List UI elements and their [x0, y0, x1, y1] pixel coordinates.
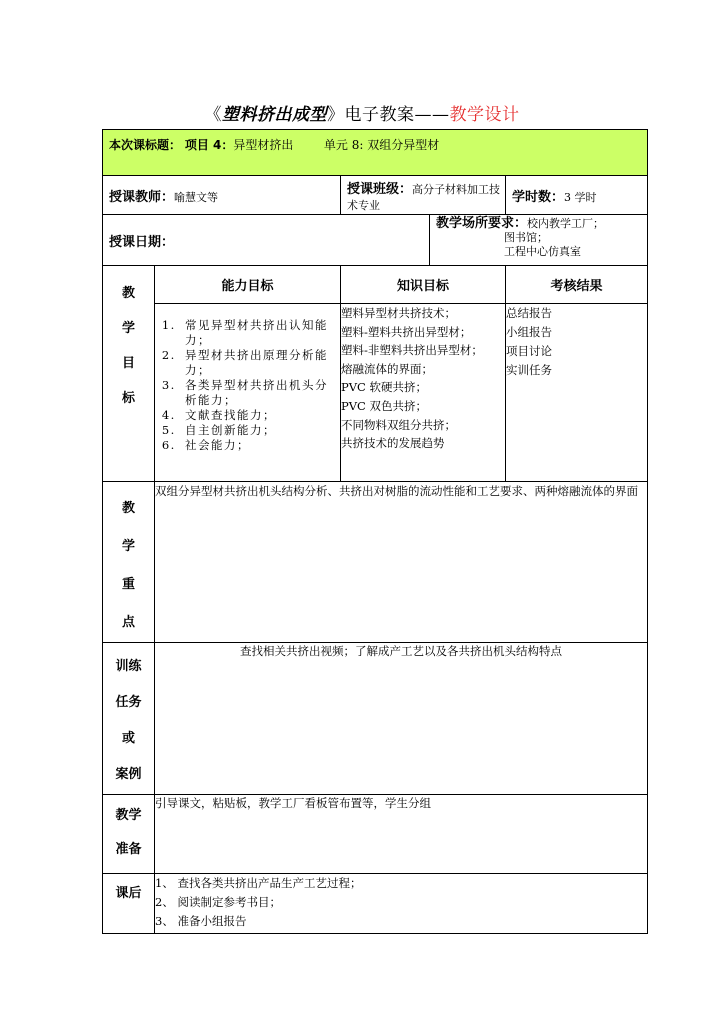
title-highlight: 教学设计: [449, 105, 520, 125]
knowledge-item: 不同物料双组分共挤；: [341, 417, 456, 432]
knowledge-item: PVC 软硬共挤；: [341, 380, 427, 395]
title-book-name: 塑料挤出成型: [222, 105, 327, 125]
knowledge-header: 知识目标: [341, 266, 506, 304]
teacher-row: [103, 176, 648, 215]
teacher-cell: [103, 176, 341, 215]
assessment-item: 总结报告: [506, 306, 552, 320]
unit-label: 单元 8:: [323, 138, 364, 152]
title-suffix: 》电子教案——: [327, 105, 450, 125]
side-label-part: 或: [121, 731, 135, 746]
after-class-row: [103, 874, 648, 934]
knowledge-item: 塑料异型材共挤技术；: [341, 306, 456, 320]
after-class-side-label: 课后: [103, 874, 155, 934]
hours-value: 3 学时: [564, 190, 597, 204]
hours-label: 学时数：: [512, 189, 565, 205]
side-char: 标: [121, 391, 135, 406]
side-char: 教: [121, 501, 135, 516]
knowledge-item: 塑料-非塑料共挤出异型材；: [341, 343, 483, 358]
after-class-item: 1、 查找各类共挤出产品生产工艺过程；: [155, 876, 362, 890]
ability-item: 5. 自主创新能力；: [181, 423, 334, 438]
topic-label: 本次课标题：: [109, 138, 182, 152]
after-class-item: 3、 准备小组报告: [155, 914, 247, 928]
ability-header: 能力目标: [155, 266, 341, 304]
ability-item: 6. 社会能力；: [181, 438, 334, 453]
class-value: 高分子材料加工技术专业: [347, 182, 501, 212]
side-label-part: 训练: [115, 659, 142, 674]
project-label: 项目 4：: [184, 138, 234, 152]
assessment-header: 考核结果: [506, 266, 648, 304]
knowledge-list-cell: [341, 304, 506, 482]
side-char: 重: [121, 577, 135, 592]
ability-item: 1. 常见异型材共挤出认知能力；: [181, 318, 334, 348]
knowledge-item: 共挤技术的发展趋势: [341, 436, 445, 451]
date-label: 授课日期：: [109, 234, 175, 250]
key-points-text: 双组分异型材共挤出机头结构分析、共挤出对树脂的流动性能和工艺要求、两种熔融流体的界面: [155, 482, 648, 643]
objectives-side-label: [103, 266, 155, 482]
venue-line: 工程中心仿真室: [504, 245, 581, 258]
venue-line: 图书馆；: [504, 231, 548, 244]
assessment-item: 小组报告: [506, 325, 552, 339]
lesson-plan-table: [102, 129, 648, 934]
assessment-item: 项目讨论: [506, 344, 552, 358]
ability-list: [161, 318, 334, 453]
side-char: 目: [121, 356, 135, 371]
knowledge-item: PVC 双色共挤；: [341, 398, 427, 413]
side-char: 学: [121, 321, 135, 336]
side-char: 点: [121, 615, 135, 630]
side-char: 教: [121, 286, 135, 301]
page-title: [0, 100, 724, 125]
side-label-part: 准备: [115, 842, 142, 857]
title-open: 《: [204, 105, 222, 125]
tasks-row: [103, 643, 648, 795]
venue-cell: [430, 215, 648, 266]
assessment-list-cell: [506, 304, 648, 482]
preparation-text: 引导课文，粘贴板，教学工厂看板管布置等，学生分组: [155, 795, 648, 874]
objectives-header-row: [103, 266, 648, 304]
preparation-row: [103, 795, 648, 874]
teacher-value: 喻慧文等: [174, 190, 219, 204]
topic-row: [103, 130, 648, 176]
tasks-text: 查找相关共挤出视频；了解成产工艺以及各共挤出机头结构特点: [155, 643, 648, 795]
project-value: 异型材挤出: [233, 138, 294, 152]
class-cell: [341, 176, 506, 215]
key-points-side-label: [103, 482, 155, 643]
side-label-part: 任务: [115, 695, 142, 710]
venue-label: 教学场所要求：: [436, 216, 528, 231]
side-label-part: 教学: [115, 808, 142, 823]
hours-cell: [506, 176, 648, 215]
after-class-list: [155, 874, 648, 934]
venue-line: 校内教学工厂；: [527, 217, 605, 230]
teacher-label: 授课教师：: [109, 189, 175, 205]
knowledge-item: 塑料-塑料共挤出异型材；: [341, 324, 472, 339]
class-label: 授课班级：: [347, 181, 413, 197]
preparation-side-label: [103, 795, 155, 874]
date-cell: [103, 215, 430, 266]
ability-list-cell: [155, 304, 341, 482]
side-label-part: 案例: [115, 767, 142, 782]
ability-item: 4. 文献查找能力；: [181, 408, 334, 423]
topic-cell: [103, 130, 648, 176]
date-row: [103, 215, 648, 266]
key-points-row: [103, 482, 648, 643]
tasks-side-label: [103, 643, 155, 795]
unit-value: 双组分异型材: [367, 138, 440, 152]
ability-item: 2. 异型材共挤出原理分析能力；: [181, 348, 334, 378]
assessment-item: 实训任务: [506, 363, 552, 377]
objectives-body-row: [103, 304, 648, 482]
knowledge-item: 熔融流体的界面；: [341, 361, 433, 376]
ability-item: 3. 各类异型材共挤出机头分析能力；: [181, 378, 334, 408]
side-char: 学: [121, 539, 135, 554]
after-class-item: 2、 阅读制定参考书目；: [155, 895, 281, 909]
